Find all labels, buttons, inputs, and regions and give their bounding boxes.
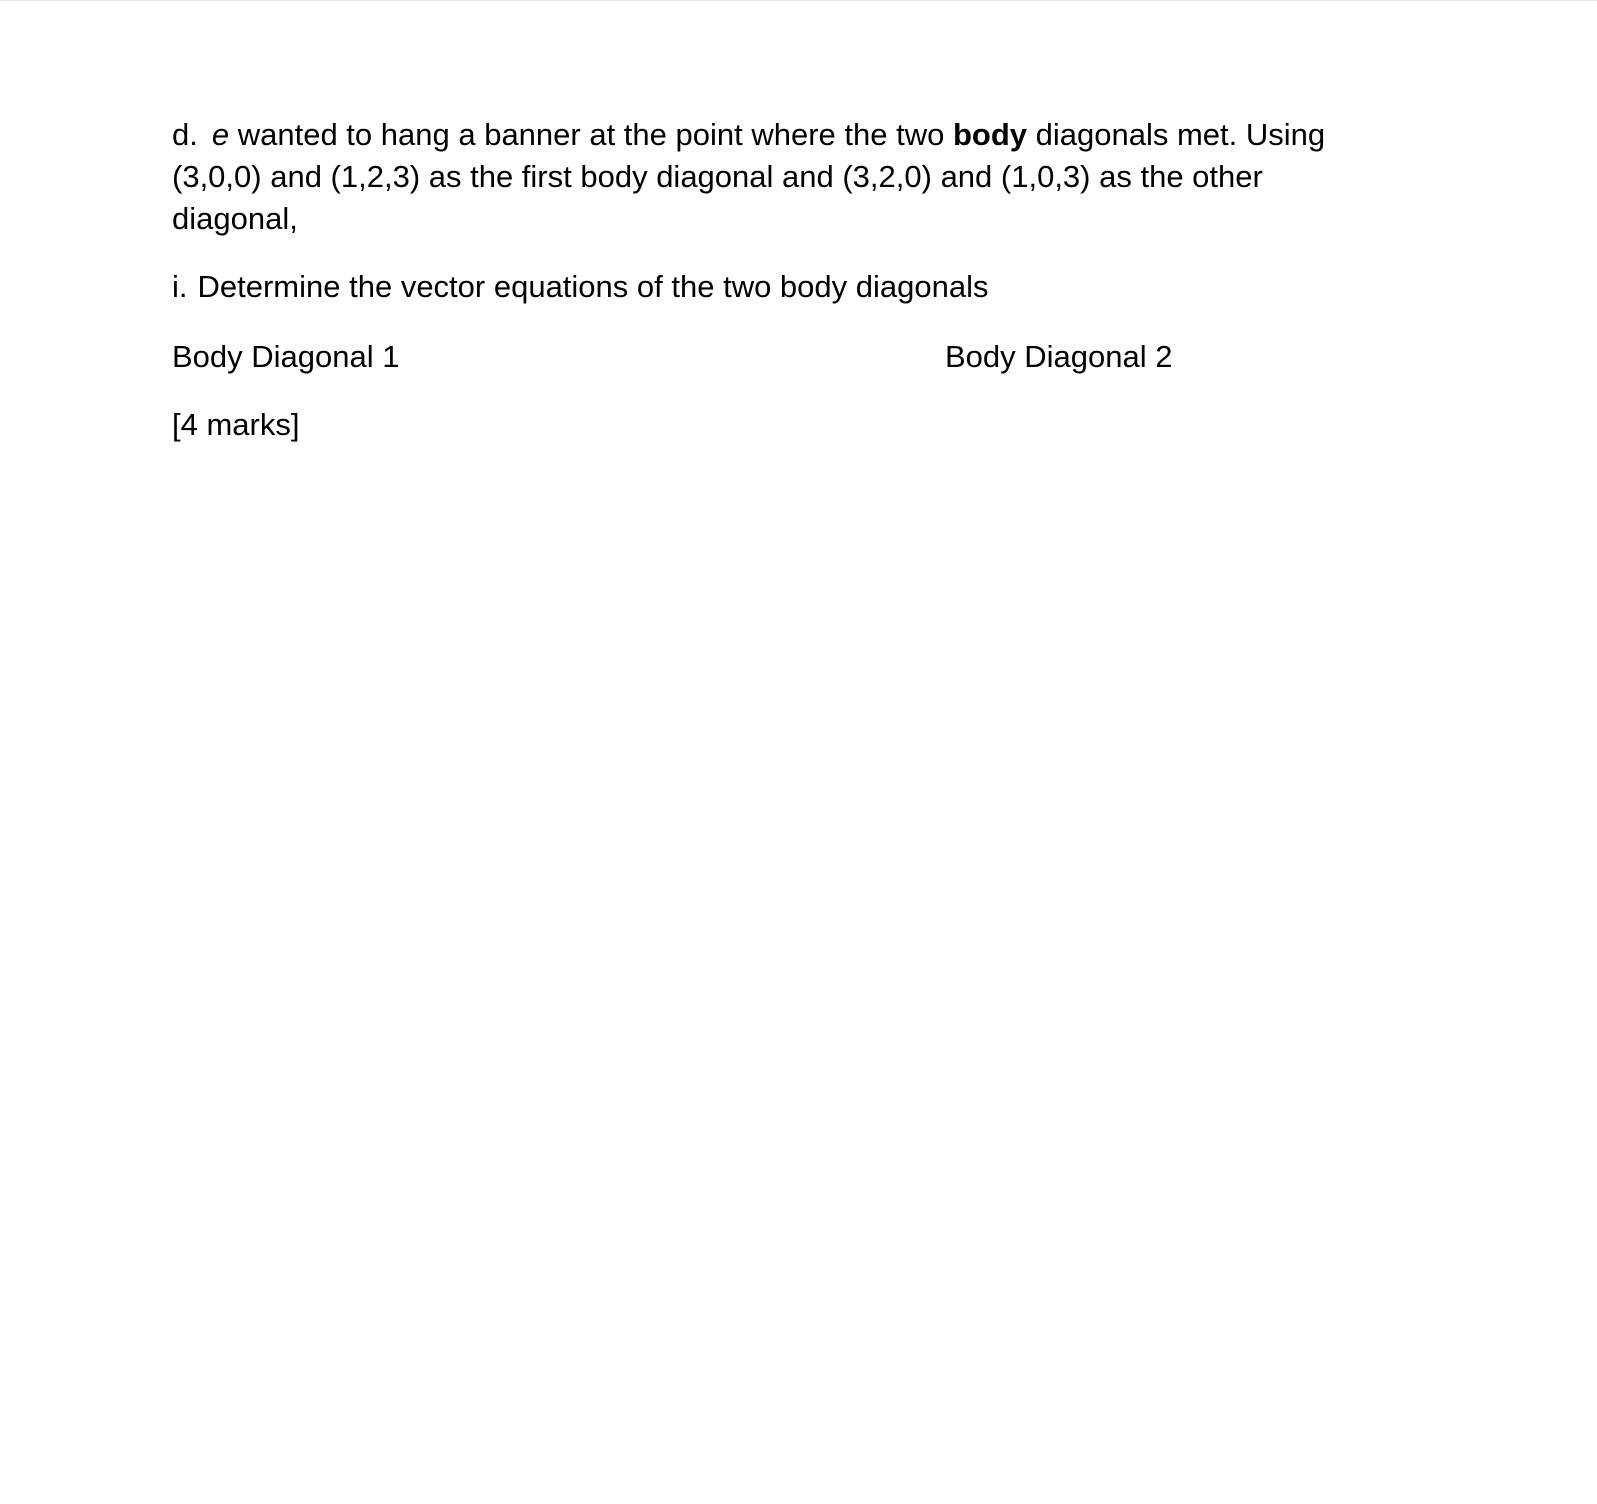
question-text-part-1: wanted to hang a banner at the point where the two (237, 117, 953, 152)
question-line-2: (3,0,0) and (1,2,3) as the first body diagonal and (3,2,0) and (1,0,3) as the other (172, 159, 1263, 194)
subquestion-text: Determine the vector equations of the two body diagonals (197, 269, 989, 304)
question-bold-word: body (952, 117, 1028, 152)
question-line-3: diagonal, (172, 201, 298, 236)
body-diagonal-1-heading: Body Diagonal 1 (172, 339, 400, 374)
marks-allocation: [4 marks] (172, 407, 300, 442)
question-subject: e (211, 117, 230, 152)
question-text-part-2: diagonals met. Using (1027, 117, 1326, 152)
page-top-edge (0, 0, 1597, 1)
question-line-1 (172, 114, 1412, 156)
question-label: d. (172, 117, 198, 152)
subquestion-i (172, 266, 988, 308)
question-d (172, 114, 1412, 240)
subquestion-label: i. (172, 269, 188, 304)
body-diagonal-2-heading: Body Diagonal 2 (945, 339, 1173, 374)
